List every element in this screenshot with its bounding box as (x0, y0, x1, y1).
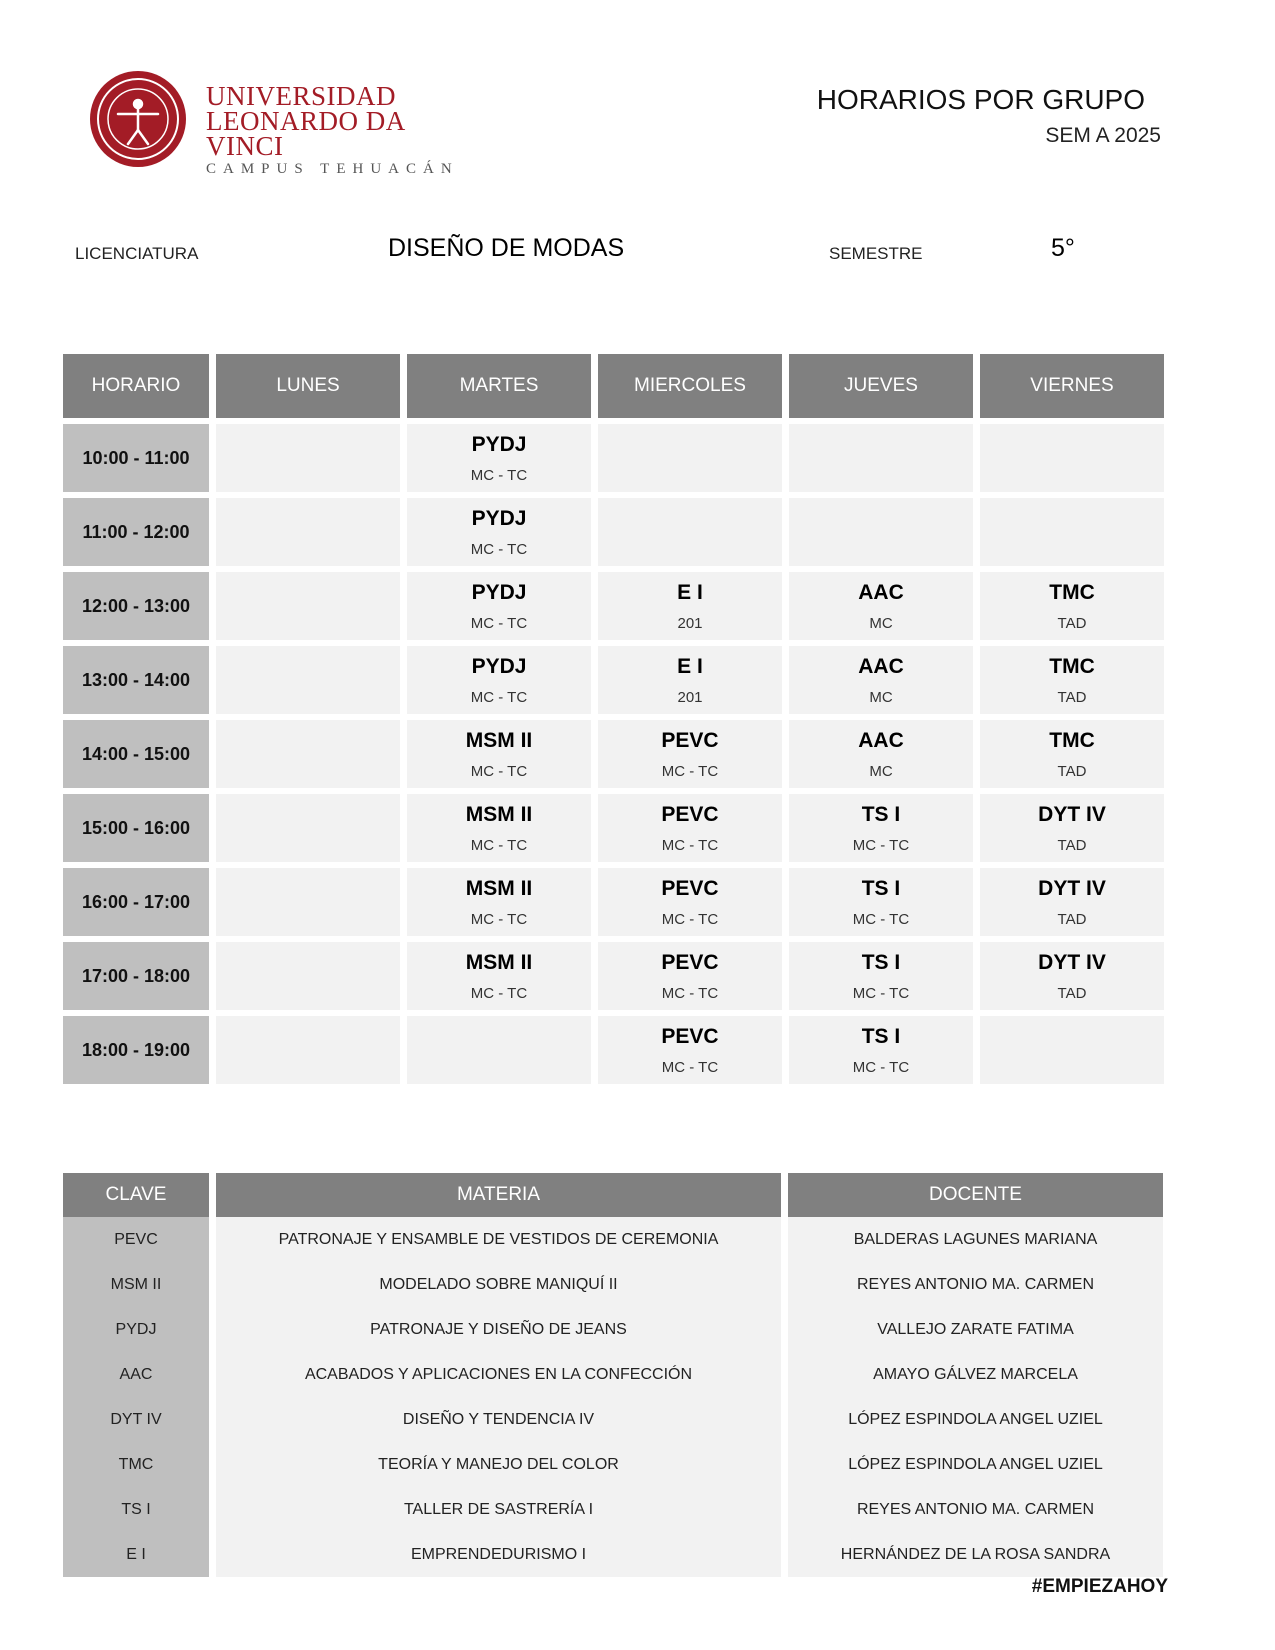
class-room: MC (869, 614, 893, 632)
class-code: PEVC (661, 950, 719, 974)
legend-teacher: BALDERAS LAGUNES MARIANA (853, 1230, 1098, 1248)
class-code: TMC (1049, 728, 1095, 752)
schedule-cell (598, 942, 782, 1010)
class-room: MC - TC (470, 688, 528, 706)
legend-teacher: AMAYO GÁLVEZ MARCELA (873, 1365, 1078, 1383)
schedule-cell (216, 646, 400, 714)
class-room: TAD (1057, 910, 1087, 928)
class-code: E I (677, 654, 703, 678)
schedule-cell (789, 794, 973, 862)
class-room: MC - TC (661, 762, 719, 780)
legend-key: MSM II (110, 1275, 162, 1293)
class-room: MC - TC (470, 466, 528, 484)
class-room: MC - TC (852, 910, 910, 928)
legend-subject: DISEÑO Y TENDENCIA IV (402, 1410, 595, 1428)
class-code: MSM II (465, 950, 533, 974)
class-code: TS I (861, 876, 901, 900)
legend-subject: EMPRENDEDURISMO I (410, 1545, 587, 1563)
schedule-cell (789, 720, 973, 788)
schedule-cell (407, 868, 591, 936)
schedule-cell (789, 572, 973, 640)
class-room: TAD (1057, 688, 1087, 706)
legend-subject: PATRONAJE Y DISEÑO DE JEANS (370, 1320, 627, 1338)
schedule-cell (407, 572, 591, 640)
column-header: HORARIO (63, 354, 209, 418)
column-header: MARTES (407, 354, 591, 418)
time-slot: 15:00 - 16:00 (63, 794, 209, 862)
class-room: MC - TC (661, 910, 719, 928)
time-slot: 12:00 - 13:00 (63, 572, 209, 640)
schedule-cell (789, 498, 973, 566)
class-code: PYDJ (471, 654, 527, 678)
schedule-cell (980, 1016, 1164, 1084)
legend-teacher: VALLEJO ZARATE FATIMA (877, 1320, 1074, 1338)
class-room: TAD (1057, 836, 1087, 854)
legend-teacher-column (788, 1217, 1163, 1577)
column-header: MIERCOLES (598, 354, 782, 418)
schedule-cell (980, 942, 1164, 1010)
schedule-cell (407, 1016, 591, 1084)
document-title: HORARIOS POR GRUPO (816, 84, 1145, 115)
schedule-cell (216, 942, 400, 1010)
class-code: DYT IV (1038, 876, 1106, 900)
legend-subject-column (216, 1217, 781, 1577)
schedule-cell (598, 498, 782, 566)
column-header: LUNES (216, 354, 400, 418)
legend-teacher: LÓPEZ ESPINDOLA ANGEL UZIEL (848, 1410, 1103, 1428)
class-room: MC - TC (470, 540, 528, 558)
legend-header-teacher: DOCENTE (788, 1173, 1163, 1217)
schedule-cell (216, 498, 400, 566)
class-room: MC - TC (470, 762, 528, 780)
class-code: MSM II (465, 876, 533, 900)
schedule-cell (598, 646, 782, 714)
class-code: PEVC (661, 728, 719, 752)
schedule-cell (216, 1016, 400, 1084)
schedule-cell (598, 1016, 782, 1084)
semester-label: SEMESTRE (829, 244, 923, 263)
time-slot: 13:00 - 14:00 (63, 646, 209, 714)
schedule-cell (407, 720, 591, 788)
class-code: PEVC (661, 876, 719, 900)
class-code: PYDJ (471, 506, 527, 530)
class-code: TS I (861, 802, 901, 826)
schedule-cell (407, 942, 591, 1010)
time-slot: 18:00 - 19:00 (63, 1016, 209, 1084)
legend-header-key: CLAVE (63, 1173, 209, 1217)
class-code: E I (677, 580, 703, 604)
legend-subject: MODELADO SOBRE MANIQUÍ II (379, 1275, 618, 1293)
class-code: DYT IV (1038, 950, 1106, 974)
class-code: AAC (858, 654, 904, 678)
column-header: JUEVES (789, 354, 973, 418)
legend-key: DYT IV (110, 1410, 162, 1428)
class-room: MC - TC (470, 614, 528, 632)
class-code: PYDJ (471, 580, 527, 604)
class-room: MC - TC (470, 984, 528, 1002)
schedule-cell (789, 942, 973, 1010)
legend-subject: ACABADOS Y APLICACIONES EN LA CONFECCIÓN (304, 1365, 693, 1383)
class-code: TS I (861, 950, 901, 974)
class-code: PYDJ (471, 432, 527, 456)
schedule-cell (598, 868, 782, 936)
schedule-cell (980, 498, 1164, 566)
class-room: MC - TC (661, 836, 719, 854)
class-room: MC - TC (852, 984, 910, 1002)
class-code: PEVC (661, 1024, 719, 1048)
class-code: MSM II (465, 728, 533, 752)
class-code: AAC (858, 580, 904, 604)
class-code: TS I (861, 1024, 901, 1048)
schedule-cell (598, 424, 782, 492)
schedule-cell (598, 572, 782, 640)
class-code: DYT IV (1038, 802, 1106, 826)
logo-university-name: UNIVERSIDAD (206, 81, 396, 111)
legend-header-subject: MATERIA (216, 1173, 781, 1217)
class-code: TMC (1049, 580, 1095, 604)
class-room: MC - TC (470, 910, 528, 928)
class-room: MC - TC (470, 836, 528, 854)
schedule-cell (980, 424, 1164, 492)
class-room: MC (869, 762, 893, 780)
legend-teacher: HERNÁNDEZ DE LA ROSA SANDRA (840, 1545, 1111, 1563)
schedule-cell (980, 868, 1164, 936)
schedule-cell (980, 572, 1164, 640)
legend-teacher: REYES ANTONIO MA. CARMEN (856, 1275, 1095, 1293)
schedule-cell (598, 720, 782, 788)
career-label: LICENCIATURA (75, 244, 199, 263)
schedule-cell (216, 794, 400, 862)
legend-key-column (63, 1217, 209, 1577)
schedule-cell (216, 572, 400, 640)
schedule-cell (407, 498, 591, 566)
legend-subject: PATRONAJE Y ENSAMBLE DE VESTIDOS DE CEREMONIA (278, 1230, 719, 1248)
footer-hashtag: #EMPIEZAHOY (1031, 1576, 1168, 1597)
legend-teacher: LÓPEZ ESPINDOLA ANGEL UZIEL (848, 1455, 1103, 1473)
schedule-cell (789, 1016, 973, 1084)
legend-key: PEVC (114, 1230, 158, 1248)
class-room: TAD (1057, 614, 1087, 632)
schedule-cell (407, 794, 591, 862)
semester-value: 5° (1051, 234, 1075, 262)
schedule-cell (407, 646, 591, 714)
class-code: MSM II (465, 802, 533, 826)
schedule-cell (216, 720, 400, 788)
semester-period: SEM A 2025 (1045, 124, 1161, 147)
career-value: DISEÑO DE MODAS (388, 234, 625, 262)
university-logo (84, 68, 474, 177)
legend-key: E I (126, 1545, 146, 1563)
legend-key: TS I (121, 1500, 151, 1518)
class-code: TMC (1049, 654, 1095, 678)
time-slot: 10:00 - 11:00 (63, 424, 209, 492)
class-room: TAD (1057, 984, 1087, 1002)
legend-key: PYDJ (115, 1320, 157, 1338)
subject-legend-table (63, 1173, 1163, 1577)
schedule-cell (980, 794, 1164, 862)
legend-key: TMC (118, 1455, 154, 1473)
schedule-cell (980, 720, 1164, 788)
schedule-cell (789, 424, 973, 492)
schedule-cell (407, 424, 591, 492)
class-code: AAC (858, 728, 904, 752)
university-seal-icon (84, 68, 192, 170)
logo-university-name-2: LEONARDO DA VINCI (206, 106, 405, 161)
class-room: MC - TC (661, 1058, 719, 1076)
schedule-cell (598, 794, 782, 862)
class-room: MC (869, 688, 893, 706)
schedule-cell (980, 646, 1164, 714)
schedule-cell (216, 424, 400, 492)
schedule-cell (789, 646, 973, 714)
column-header: VIERNES (980, 354, 1164, 418)
logo-campus: CAMPUS TEHUACÁN (206, 161, 459, 177)
legend-subject: TEORÍA Y MANEJO DEL COLOR (378, 1455, 619, 1473)
time-slot: 11:00 - 12:00 (63, 498, 209, 566)
time-slot: 16:00 - 17:00 (63, 868, 209, 936)
class-room: TAD (1057, 762, 1087, 780)
schedule-cell (789, 868, 973, 936)
schedule-cell (216, 868, 400, 936)
legend-key: AAC (119, 1365, 153, 1383)
time-slot: 17:00 - 18:00 (63, 942, 209, 1010)
class-room: 201 (677, 614, 703, 632)
time-slot: 14:00 - 15:00 (63, 720, 209, 788)
legend-teacher: REYES ANTONIO MA. CARMEN (856, 1500, 1095, 1518)
class-room: MC - TC (852, 1058, 910, 1076)
schedule-table (63, 354, 1164, 1084)
class-room: 201 (677, 688, 703, 706)
class-code: PEVC (661, 802, 719, 826)
legend-subject: TALLER DE SASTRERÍA I (403, 1500, 594, 1518)
class-room: MC - TC (852, 836, 910, 854)
class-room: MC - TC (661, 984, 719, 1002)
